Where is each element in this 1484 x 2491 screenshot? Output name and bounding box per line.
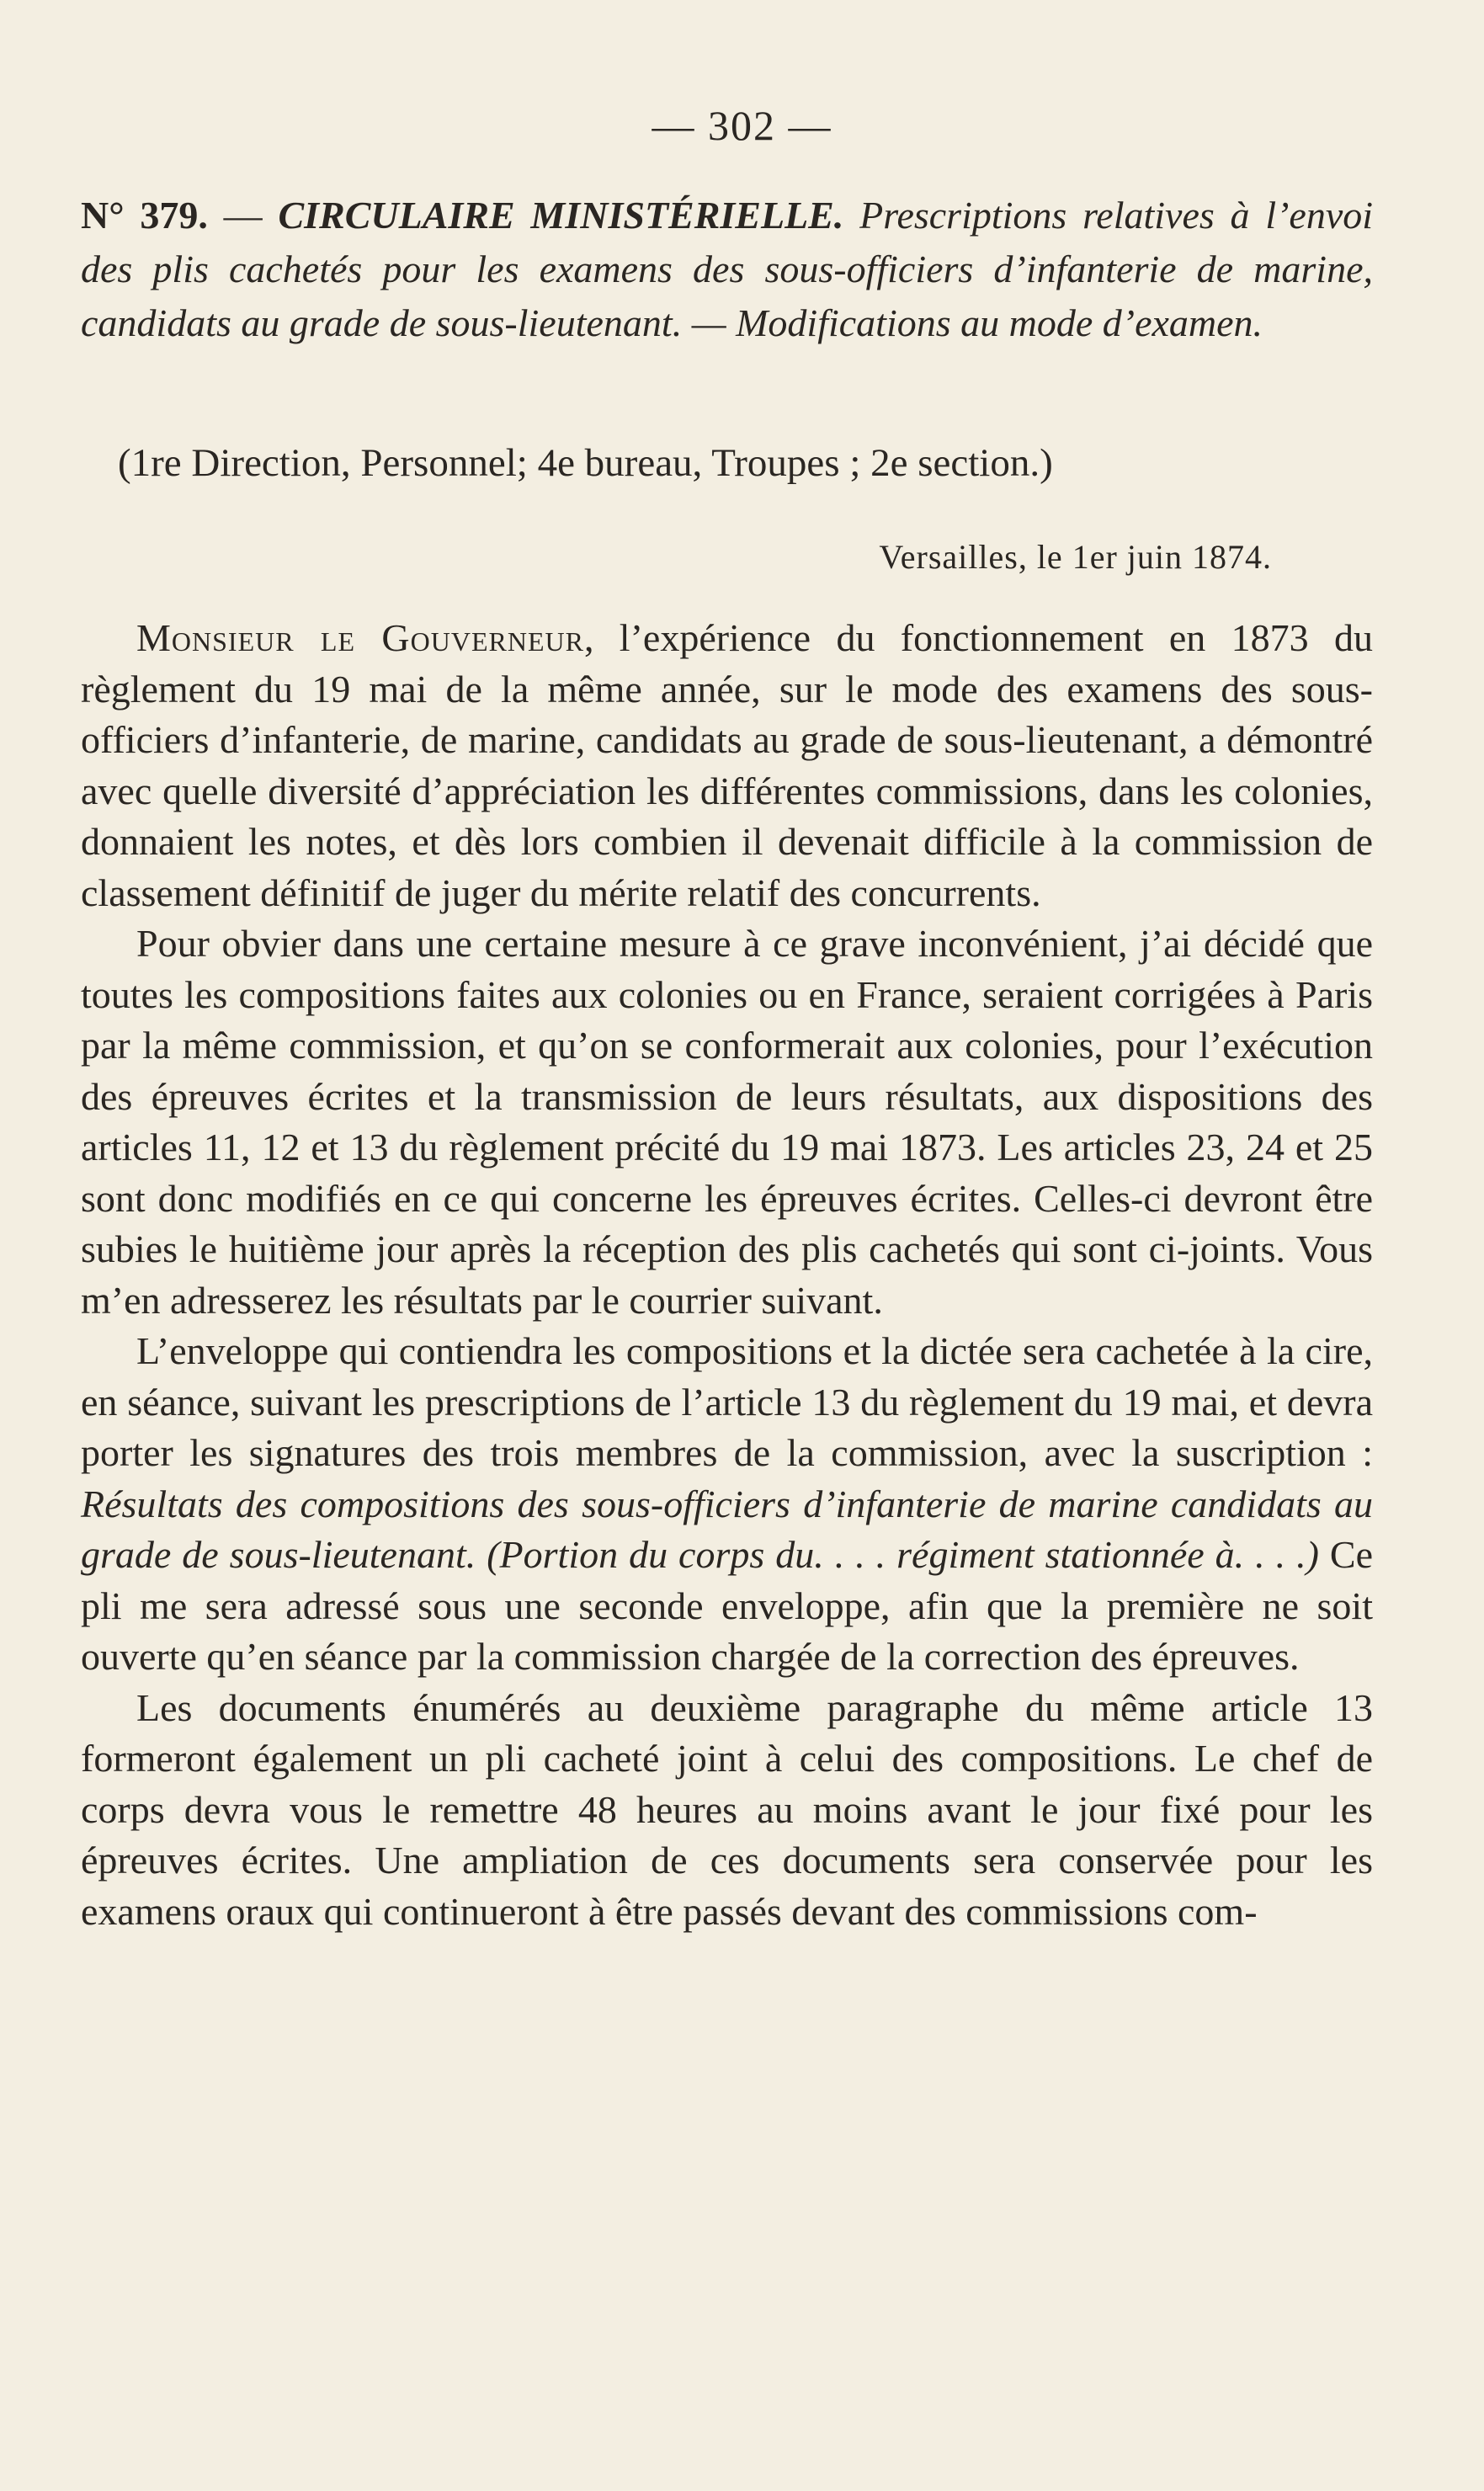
paragraph: Pour obvier dans une certaine mesure à ce grave inconvénient, j’ai décidé que toutes les compositions faites aux colonies ou en France, seraient corrigées à Paris par la même commission, et qu’on se conformerait aux colonies, pour l’exécution des épreuves écrites et la transmission de leurs résultats, aux dispositions des articles 11, 12 et 13 du règlement précité du 19 mai 1873. Les articles 23, 24 et 25 sont donc modifiés en ce qui concerne les épreuves écrites. Celles-ci devront être subies le huitième jour après la réception des plis cachetés qui sont ci-joints. Vous m’en adresserez les résultats par le courrier suivant.: [81, 922, 1373, 1322]
paragraph-text: , l’expérience du fonctionnement en 1873 du règlement du 19 mai de la même année, sur le mode des examens des sous-officiers d’infanterie, de marine, candidats au grade de sous-lieutenant, a démontré avec quelle diversité d’appréciation les différentes commissions, dans les colonies, donnaient les notes, et dès lors combien il devenait difficile à la commission de classement définitif de juger du mérite relatif des concurrents.: [81, 616, 1373, 914]
dateline: Versailles, le 1er juin 1874.: [879, 538, 1272, 576]
header-dash: —: [223, 194, 263, 237]
page-number: — 302 —: [652, 102, 832, 149]
letter-body: [81, 613, 1373, 1937]
paragraph: [81, 1326, 1373, 1683]
salutation: Monsieur le Gouverneur: [136, 616, 584, 659]
circular-subtitle: Prescriptions relatives à l’envoi des plis cachetés pour les examens des sous-officiers d’infanterie de marine, candidats au grade de sous-lieutenant. — Modifications au mode d’examen.: [81, 194, 1374, 344]
paragraph: Les documents énumérés au deuxième paragraphe du même article 13 formeront également un pli cacheté joint à celui des compositions. Le chef de corps devra vous le remettre 48 heures au moins avant le jour fixé pour les épreuves écrites. Une ampliation de ces documents sera conservée pour les examens oraux qui continueront à être passés devant des commissions com-: [81, 1685, 1373, 1933]
direction-line: (1re Direction, Personnel; 4e bureau, Troupes ; 2e section.): [118, 441, 1053, 485]
paragraph-text: L’enveloppe qui contiendra les compositions et la dictée sera cachetée à la cire, en séance, suivant les prescriptions de l’article 13 du règlement du 19 mai, et devra porter les signatures des trois membres de la commission, avec la suscription :: [81, 1329, 1373, 1474]
circular-title: CIRCULAIRE MINISTÉRIELLE.: [278, 194, 844, 237]
circular-number: N° 379.: [81, 194, 208, 237]
circular-header: [81, 189, 1373, 350]
suscription-text: Résultats des compositions des sous-officiers d’infanterie de marine candidats au grade de sous-lieutenant. (Portion du corps du. . . . régiment stationnée à. . . .): [81, 1482, 1373, 1576]
paragraph: [81, 613, 1373, 918]
paragraph-text: Ce pli me sera adressé sous une seconde enveloppe, afin que la première ne soit ouverte qu’en séance par la commission chargée de la correction des épreuves.: [81, 1533, 1373, 1678]
